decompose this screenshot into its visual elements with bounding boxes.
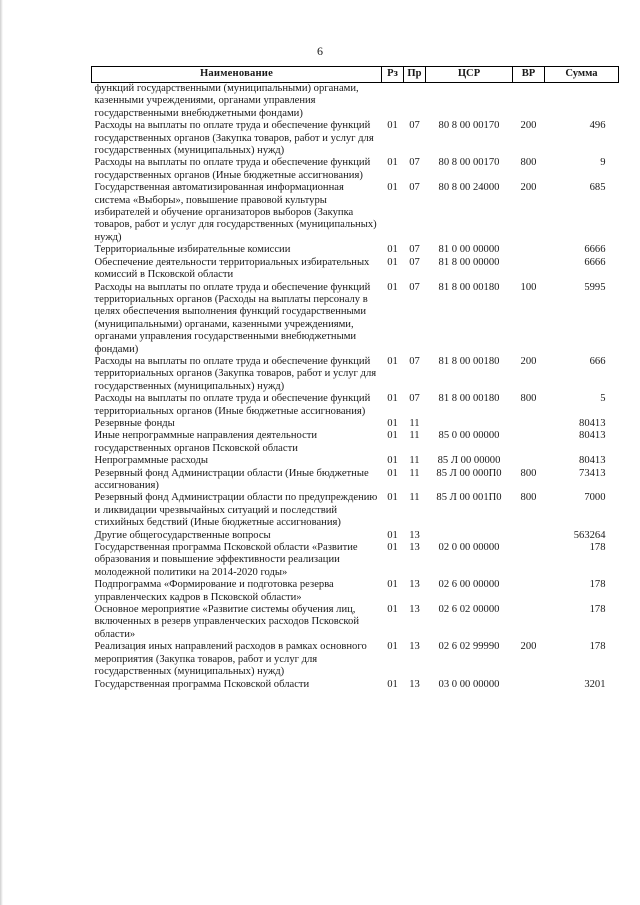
cell-vr: 200 bbox=[520, 120, 537, 132]
table-row bbox=[92, 641, 619, 678]
cell-name: Расходы на выплаты по оплате труда и обеспечение функций территориальных органов (Закупка товаров, работ и услуг для государственных (муниципальных) нужд) bbox=[94, 355, 377, 392]
cell-name: Государственная программа Псковской области bbox=[94, 678, 310, 690]
header-name: Наименование bbox=[92, 67, 382, 83]
cell-csr: 85 Л 00 00000 bbox=[437, 455, 501, 467]
table-row bbox=[92, 83, 619, 121]
cell-sum: 80413 bbox=[579, 430, 606, 442]
table-body bbox=[92, 83, 619, 691]
cell-name: Расходы на выплаты по оплате труда и обеспечение функций государственных органов (Закупка товаров, работ и услуг для государственных (муниципальных) нужд) bbox=[94, 120, 374, 157]
cell-csr: 02 6 00 00000 bbox=[438, 579, 500, 591]
cell-sum: 73413 bbox=[579, 467, 606, 479]
cell-vr: 100 bbox=[520, 281, 537, 293]
cell-sum: 5995 bbox=[584, 281, 606, 293]
table-row bbox=[92, 530, 619, 542]
cell-sum: 178 bbox=[589, 641, 606, 653]
cell-name: Расходы на выплаты по оплате труда и обеспечение функций территориальных органов (Расходы на выплаты персоналу в целях обеспечения выполнения функций государственными (муниципальными) органами, казенными учреждениями, органами управления государственными внебюджетными фондами) bbox=[94, 281, 371, 355]
table-row bbox=[92, 356, 619, 393]
table-row bbox=[92, 604, 619, 641]
cell-vr bbox=[513, 83, 545, 121]
cell-rz: 01 bbox=[387, 417, 398, 429]
cell-rz: 01 bbox=[387, 281, 398, 293]
cell-sum: 563264 bbox=[573, 529, 606, 541]
cell-vr bbox=[513, 542, 545, 579]
cell-sum: 496 bbox=[589, 120, 606, 132]
cell-rz: 01 bbox=[387, 355, 398, 367]
cell-csr: 85 0 00 00000 bbox=[438, 430, 500, 442]
cell-vr bbox=[513, 257, 545, 282]
header-rz: Рз bbox=[382, 67, 404, 83]
cell-sum: 6666 bbox=[584, 244, 606, 256]
cell-csr: 81 8 00 00000 bbox=[438, 256, 500, 268]
cell-vr: 200 bbox=[520, 641, 537, 653]
cell-sum bbox=[545, 83, 619, 121]
header-row bbox=[92, 67, 619, 83]
cell-vr: 200 bbox=[520, 355, 537, 367]
cell-rz: 01 bbox=[387, 120, 398, 132]
cell-csr: 02 6 02 00000 bbox=[438, 604, 500, 616]
cell-vr bbox=[513, 244, 545, 256]
cell-rz: 01 bbox=[387, 579, 398, 591]
cell-rz: 01 bbox=[387, 455, 398, 467]
cell-sum: 9 bbox=[600, 157, 606, 169]
cell-sum: 3201 bbox=[584, 678, 606, 690]
cell-sum: 5 bbox=[600, 393, 606, 405]
cell-pr: 11 bbox=[409, 430, 420, 442]
cell-rz: 01 bbox=[387, 492, 398, 504]
cell-rz: 01 bbox=[387, 467, 398, 479]
cell-csr: 80 8 00 00170 bbox=[438, 120, 500, 132]
cell-name: Резервный фонд Администрации области по предупреждению и ликвидации чрезвычайных ситуаций и последствий стихийных бедствий (Иные бюджетные ассигнования) bbox=[94, 492, 378, 529]
page-number: 6 bbox=[317, 44, 323, 58]
cell-vr bbox=[513, 530, 545, 542]
cell-vr: 800 bbox=[520, 492, 537, 504]
cell-pr bbox=[404, 83, 426, 121]
scan-edge-shadow bbox=[0, 0, 3, 905]
cell-name: Территориальные избирательные комиссии bbox=[94, 244, 291, 256]
cell-vr: 800 bbox=[520, 393, 537, 405]
cell-sum: 178 bbox=[589, 542, 606, 554]
cell-pr: 13 bbox=[409, 604, 420, 616]
cell-rz: 01 bbox=[387, 678, 398, 690]
cell-pr: 07 bbox=[409, 182, 420, 194]
cell-vr: 800 bbox=[520, 467, 537, 479]
cell-pr: 13 bbox=[409, 579, 420, 591]
cell-sum: 685 bbox=[589, 182, 606, 194]
table-row bbox=[92, 542, 619, 579]
cell-pr: 07 bbox=[409, 281, 420, 293]
cell-sum: 178 bbox=[589, 604, 606, 616]
table-row bbox=[92, 492, 619, 529]
cell-sum: 7000 bbox=[584, 492, 606, 504]
cell-vr bbox=[513, 455, 545, 467]
table-row bbox=[92, 257, 619, 282]
cell-name: функций государственными (муниципальными) органами, казенными учреждениями, органами управления государственными внебюджетными фондами) bbox=[94, 83, 359, 119]
cell-name: Основное мероприятие «Развитие системы обучения лиц, включенных в резерв управленческих расходов Псковской области» bbox=[94, 604, 359, 640]
cell-pr: 07 bbox=[409, 393, 420, 405]
cell-csr: 85 Л 00 001П0 bbox=[436, 492, 502, 504]
cell-vr bbox=[513, 604, 545, 641]
cell-sum: 6666 bbox=[584, 256, 606, 268]
cell-rz: 01 bbox=[387, 182, 398, 194]
cell-pr: 13 bbox=[409, 529, 420, 541]
cell-pr: 07 bbox=[409, 157, 420, 169]
table-row bbox=[92, 679, 619, 691]
cell-name: Другие общегосударственные вопросы bbox=[94, 529, 271, 541]
cell-csr: 81 8 00 00180 bbox=[438, 393, 500, 405]
cell-csr: 81 0 00 00000 bbox=[438, 244, 500, 256]
cell-vr: 200 bbox=[520, 182, 537, 194]
table-row bbox=[92, 182, 619, 244]
table-row bbox=[92, 393, 619, 418]
cell-rz bbox=[382, 83, 404, 121]
cell-csr bbox=[426, 418, 513, 430]
cell-name: Непрограммные расходы bbox=[94, 455, 208, 467]
cell-name: Резервный фонд Администрации области (Иные бюджетные ассигнования) bbox=[94, 467, 369, 491]
cell-sum: 80413 bbox=[579, 455, 606, 467]
cell-vr bbox=[513, 679, 545, 691]
cell-rz: 01 bbox=[387, 244, 398, 256]
table-row bbox=[92, 468, 619, 493]
header-pr: Пр bbox=[404, 67, 426, 83]
cell-rz: 01 bbox=[387, 542, 398, 554]
cell-vr bbox=[513, 418, 545, 430]
cell-name: Расходы на выплаты по оплате труда и обеспечение функций государственных органов (Иные бюджетные ассигнования) bbox=[94, 157, 371, 181]
cell-pr: 11 bbox=[409, 467, 420, 479]
cell-rz: 01 bbox=[387, 256, 398, 268]
cell-pr: 11 bbox=[409, 417, 420, 429]
header-vr: ВР bbox=[513, 67, 545, 83]
budget-table-container bbox=[91, 66, 618, 691]
cell-csr: 80 8 00 00170 bbox=[438, 157, 500, 169]
cell-pr: 13 bbox=[409, 542, 420, 554]
cell-csr: 80 8 00 24000 bbox=[438, 182, 500, 194]
table-row bbox=[92, 418, 619, 430]
cell-pr: 07 bbox=[409, 120, 420, 132]
cell-name: Обеспечение деятельности территориальных избирательных комиссий в Псковской области bbox=[94, 256, 370, 281]
cell-csr: 02 0 00 00000 bbox=[438, 542, 500, 554]
table-row bbox=[92, 579, 619, 604]
cell-rz: 01 bbox=[387, 604, 398, 616]
cell-name: Государственная программа Псковской области «Развитие образования и повышение эффективности реализации молодежной политики на 2014-2020 годы» bbox=[94, 542, 358, 578]
cell-csr: 03 0 00 00000 bbox=[438, 678, 500, 690]
cell-pr: 11 bbox=[409, 492, 420, 504]
cell-vr bbox=[513, 579, 545, 604]
table-row bbox=[92, 455, 619, 467]
cell-rz: 01 bbox=[387, 157, 398, 169]
cell-pr: 11 bbox=[409, 455, 420, 467]
cell-name: Государственная автоматизированная информационная система «Выборы», повышение правовой культуры избирателей и обучение организаторов выборов (Закупка товаров, работ и услуг для государственных (муниципальных) нужд) bbox=[94, 182, 377, 243]
table-header bbox=[92, 67, 619, 83]
table-row bbox=[92, 244, 619, 256]
cell-csr: 02 6 02 99990 bbox=[438, 641, 500, 653]
cell-sum: 178 bbox=[589, 579, 606, 591]
cell-rz: 01 bbox=[387, 430, 398, 442]
table-row bbox=[92, 157, 619, 182]
cell-pr: 07 bbox=[409, 355, 420, 367]
cell-csr: 81 8 00 00180 bbox=[438, 355, 500, 367]
table-row bbox=[92, 430, 619, 455]
cell-name: Подпрограмма «Формирование и подготовка резерва управленческих кадров в Псковской области» bbox=[94, 579, 334, 603]
cell-pr: 07 bbox=[409, 244, 420, 256]
cell-name: Резервные фонды bbox=[94, 417, 175, 429]
cell-rz: 01 bbox=[387, 529, 398, 541]
cell-sum: 80413 bbox=[579, 417, 606, 429]
header-csr: ЦСР bbox=[426, 67, 513, 83]
cell-pr: 13 bbox=[409, 678, 420, 690]
cell-csr bbox=[426, 530, 513, 542]
cell-vr: 800 bbox=[520, 157, 537, 169]
cell-csr: 85 Л 00 000П0 bbox=[436, 467, 502, 479]
cell-pr: 07 bbox=[409, 256, 420, 268]
cell-name: Иные непрограммные направления деятельности государственных органов Псковской области bbox=[94, 430, 318, 454]
cell-rz: 01 bbox=[387, 393, 398, 405]
cell-name: Реализация иных направлений расходов в рамках основного мероприятия (Закупка товаров, работ и услуг для государственных (муниципальных) нужд) bbox=[94, 641, 367, 678]
cell-vr bbox=[513, 430, 545, 455]
cell-name: Расходы на выплаты по оплате труда и обеспечение функций территориальных органов (Иные бюджетные ассигнования) bbox=[94, 393, 371, 417]
header-sum: Сумма bbox=[545, 67, 619, 83]
cell-rz: 01 bbox=[387, 641, 398, 653]
cell-csr: 81 8 00 00180 bbox=[438, 281, 500, 293]
table-row bbox=[92, 282, 619, 356]
cell-sum: 666 bbox=[589, 355, 606, 367]
cell-csr bbox=[426, 83, 513, 121]
cell-pr: 13 bbox=[409, 641, 420, 653]
budget-table bbox=[91, 66, 619, 691]
table-row bbox=[92, 120, 619, 157]
